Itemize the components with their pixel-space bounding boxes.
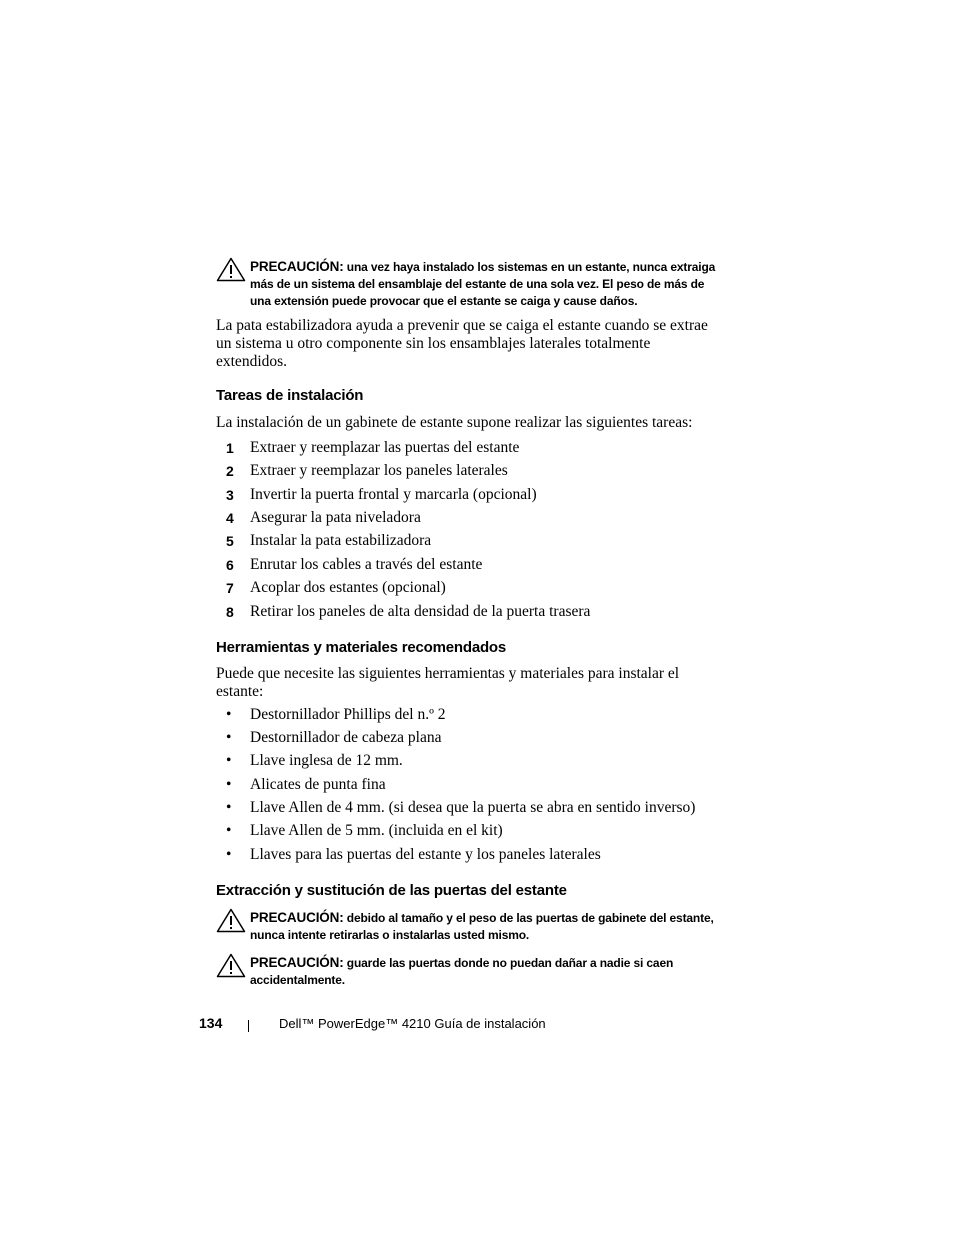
list-item <box>224 846 724 866</box>
section-heading-tools: Herramientas y materiales recomendados <box>216 639 507 656</box>
tools-intro: Puede que necesite las siguientes herramientas y materiales para instalar el estante: <box>216 665 680 700</box>
list-item <box>224 822 724 842</box>
step-number: 3 <box>226 487 234 503</box>
step-text: Acoplar dos estantes (opcional) <box>250 579 446 596</box>
step-number: 7 <box>226 580 234 596</box>
bullet: • <box>226 799 232 816</box>
step-text: Invertir la puerta frontal y marcarla (opcional) <box>250 486 537 503</box>
list-item <box>224 776 724 796</box>
list-item <box>224 729 724 749</box>
list-item <box>224 556 724 576</box>
step-number: 1 <box>226 440 234 456</box>
tool-text: Destornillador Phillips del n.º 2 <box>250 706 446 723</box>
warning-triangle-icon <box>216 908 246 933</box>
tool-text: Destornillador de cabeza plana <box>250 729 442 746</box>
list-item <box>224 706 724 726</box>
warning-triangle-icon <box>216 953 246 978</box>
section-heading-doors: Extracción y sustitución de las puertas del estante <box>216 882 567 899</box>
step-text: Extraer y reemplazar las puertas del estante <box>250 439 520 456</box>
caution-text <box>250 258 716 310</box>
bullet: • <box>226 846 232 863</box>
caution-box <box>216 909 716 944</box>
tool-text: Llave Allen de 5 mm. (incluida en el kit) <box>250 822 503 839</box>
tool-text: Alicates de punta fina <box>250 776 386 793</box>
step-text: Enrutar los cables a través del estante <box>250 556 483 573</box>
footer-divider <box>248 1020 249 1032</box>
bullet: • <box>226 706 232 723</box>
caution-message: guarde las puertas donde no puedan dañar a nadie si caen accidentalmente. <box>250 956 674 987</box>
tool-text: Llaves para las puertas del estante y los paneles laterales <box>250 846 601 863</box>
list-item <box>224 603 724 623</box>
step-number: 5 <box>226 533 234 549</box>
step-number: 4 <box>226 510 234 526</box>
bullet: • <box>226 729 232 746</box>
warning-triangle-icon <box>216 257 246 282</box>
bullet: • <box>226 776 232 793</box>
bullet: • <box>226 752 232 769</box>
step-text: Asegurar la pata niveladora <box>250 509 421 526</box>
step-number: 6 <box>226 557 234 573</box>
step-text: Retirar los paneles de alta densidad de la puerta trasera <box>250 603 591 620</box>
caution-message: una vez haya instalado los sistemas en un estante, nunca extraiga más de un sistema del ensamblaje del estante de una sola vez. El peso de más de una extensión puede provocar que el estante se caiga y cause daños. <box>250 260 716 308</box>
footer-title: Dell™ PowerEdge™ 4210 Guía de instalación <box>279 1016 546 1031</box>
caution-label: PRECAUCIÓN: <box>250 910 344 925</box>
tasks-intro: La instalación de un gabinete de estante supone realizar las siguientes tareas: <box>216 414 693 431</box>
list-item <box>224 439 724 459</box>
caution-label: PRECAUCIÓN: <box>250 259 344 274</box>
bullet: • <box>226 822 232 839</box>
caution-box <box>216 258 716 310</box>
step-text: Instalar la pata estabilizadora <box>250 532 432 549</box>
step-text: Extraer y reemplazar los paneles laterales <box>250 462 508 479</box>
list-item <box>224 532 724 552</box>
page-number: 134 <box>199 1015 223 1031</box>
caution-text <box>250 909 716 944</box>
caution-box <box>216 954 716 989</box>
list-item <box>224 486 724 506</box>
step-number: 2 <box>226 463 234 479</box>
list-item <box>224 509 724 529</box>
caution-label: PRECAUCIÓN: <box>250 955 344 970</box>
list-item <box>224 579 724 599</box>
tool-text: Llave inglesa de 12 mm. <box>250 752 403 769</box>
list-item <box>224 752 724 772</box>
intro-paragraph: La pata estabilizadora ayuda a prevenir que se caiga el estante cuando se extrae un sistema u otro componente sin los ensamblajes laterales totalmente extendidos. <box>216 317 708 370</box>
list-item <box>224 799 724 819</box>
step-number: 8 <box>226 604 234 620</box>
caution-text <box>250 954 716 989</box>
caution-message: debido al tamaño y el peso de las puertas de gabinete del estante, nunca intente retirarlas o instalarlas usted mismo. <box>250 911 714 942</box>
tool-text: Llave Allen de 4 mm. (si desea que la puerta se abra en sentido inverso) <box>250 799 696 816</box>
list-item <box>224 462 724 482</box>
section-heading-tasks: Tareas de instalación <box>216 387 364 404</box>
